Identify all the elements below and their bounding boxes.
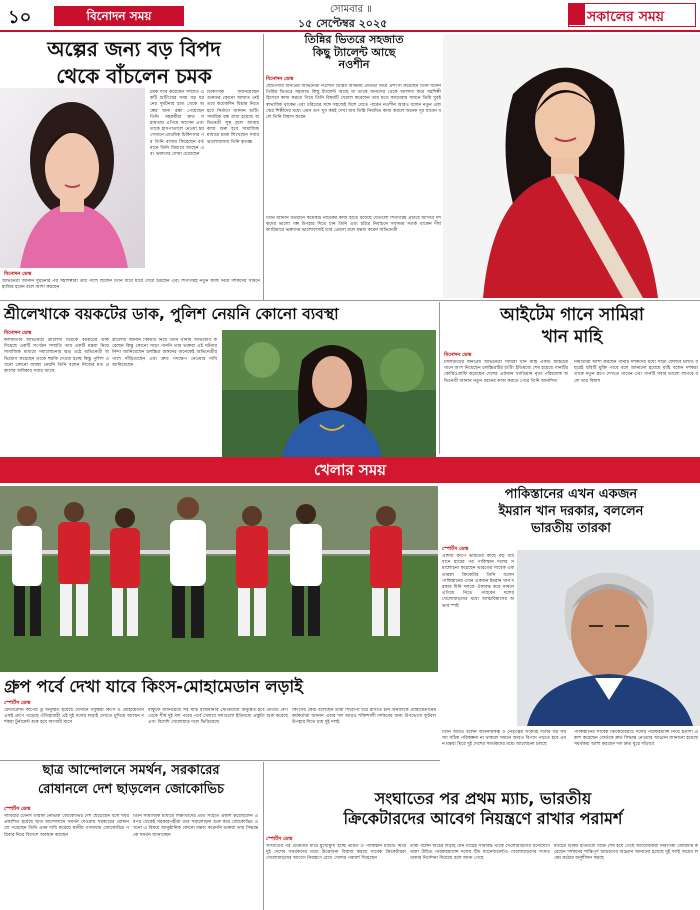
headline-line-2: থেকে বাঁচলেন চমক (56, 64, 212, 88)
pakistan-body-a: এশিয়া কাপে ভারতের কাছে বড় ব্যবধানে হারের পর পাকিস্তান দলের সমালোচনা করেছেন ভারতের সাবেক এক তারকা ক্রিকেটার তিনি বলেন পাকিস্তানের এখন একজন ইমরান খান দরকার যিনি দলকে ঐক্যবদ্ধ করে সামনে এগিয়ে নিতে পারবেন দলের খেলোয়াড়দের মধ্যে আত্মবিশ্বাসের অভাব স্পষ্ট (442, 554, 514, 609)
headline-line-1: অল্পের জন্য বড় বিপদ (47, 37, 221, 61)
kings-reporter: স্পোর্টস ডেস্ক (4, 700, 31, 706)
samira-body-b: নির্মাতারা আশা করছেন গানটি দর্শকদের মধ্যে সাড়া ফেলবে চলতি বছরেই ছবিটি মুক্তি পাবে বলে জানানো হয়েছে মাহি বলেন দর্শকরা তাকে নতুন রূপে দেখতে পাবেন এবং গানটি সবার ভালো লাগবে বলে তার বিশ্বাস (574, 360, 698, 384)
pakistan-body-c: পাকিস্তানের সাবেক ক্রিকেটাররাও দলের পারফরম্যান্স নিয়ে হতাশা প্রকাশ করেছেন বোর্ডকে দ্রুত সিদ্ধান্ত নেওয়ার আহ্বান জানানো হয়েছে সমর্থকরা আশা করছেন দল দ্রুত ঘুরে দাঁড়াবে (574, 730, 698, 748)
header-rule (0, 30, 700, 32)
date: ১৫ সেপ্টেম্বর ২০২৫ (298, 17, 388, 30)
chomok-photo (0, 88, 145, 268)
djokovic-body-b: তিনি সামাজিক মাধ্যমে শিক্ষার্থীদের প্রতি সংহতি প্রকাশ করেছিলেন এরপর থেকেই সরকারপন্থীরা তার সমালোচনা শুরু করে জোকোভিচ এখনো এ বিষয়ে আনুষ্ঠানিক কোনো মন্তব্য করেননি ভক্তরা তার সিদ্ধান্তকে সমর্থন জানাচ্ছেন (133, 814, 258, 838)
srilekha-headline: শ্রীলেখাকে বয়কটের ডাক, পুলিশ নেয়নি কোনো ব্যবস্থা (4, 305, 339, 323)
headline-line-1: আইটেম গানে সামিরা (500, 305, 644, 325)
headline-line-2: ইমরান খান দরকার, বললেন (498, 503, 644, 519)
chomok-body-c: অভিনেত্রী জানান দুর্ঘটনার পর সহশিল্পীরা তার পাশে ছিলেন তিনি ধীরে ধীরে সেরে উঠছেন এবং শিগগিরই নতুন কাজ নিয়ে দর্শকদের সামনে হাজির হবেন বলে আশা করছেন (2, 279, 260, 291)
page-number: ১০ (8, 7, 32, 28)
cricket-reporter: স্পোর্টস ডেস্ক (266, 836, 293, 842)
samira-headline (444, 306, 700, 347)
chomok-reporter: বিনোদন ডেস্ক (4, 271, 32, 277)
cricket-body-c: ম্যাচের টিকিট ইতিমধ্যে বিক্রি শেষ হয়ে গেছে আয়োজকরা নিরাপত্তা জোরদার করেছেন দর্শকদের শান্তিপূর্ণ আচরণের আহ্বান জানানো হয়েছে দুই দলই জয়ের লক্ষ্যে কঠোর অনুশীলন করছে (554, 844, 698, 862)
chomok-headline (10, 38, 258, 88)
chomok-body-a: চমক দাবি করেছেন সম্প্রতি একটি শুটিংয়ের সময় বড় ধরনের দুর্ঘটনার হাত থেকে অল্পের জন্য রক্ষা পেয়েছেন তিনি সহকর্মীরা দ্রুত সহায়তায় এগিয়ে আসেন এবং তাকে হাসপাতালে নেওয়া হয় সেখানে প্রাথমিক চিকিৎসার পর তিনি বাসায় ফিরেছেন বর্তমানে তিনি বিশ্রামে আছেন এবং ভক্তদের দোয়া চেয়েছেন (150, 90, 204, 158)
cricket-body-a: সংঘাতের পর প্রথমবার মাঠে মুখোমুখি হচ্ছে ভারত ও পাকিস্তান ম্যাচটি ঘিরে দুই দেশের সমর্থকদের মধ্যে উত্তেজনা বিরাজ করছে সাবেক ক্রিকেটাররা খেলোয়াড়দের আবেগ নিয়ন্ত্রণে রেখে খেলার পরামর্শ দিয়েছেন (266, 844, 406, 862)
headline-line-2: খান মাহি (541, 326, 603, 347)
srilekha-reporter: বিনোদন ডেস্ক (4, 330, 32, 336)
samira-body-a: ঢালিউডের জনপ্রিয় অভিনেত্রী সামিরা খান মাহি একটি আইটেম গানে অংশ নিয়েছেন চলচ্চিত্রটির শুটিং ইতিমধ্যে শেষ হয়েছে গানটির কোরিওগ্রাফি করেছেন দেশের একজন খ্যাতিমান নৃত্য পরিচালক অভিনেত্রী জানান নতুন ধরনের কাজ করতে পেরে তিনি আনন্দিত (444, 360, 568, 384)
kings-photo (0, 486, 438, 672)
headline-line-1: সংঘাতের পর প্রথম ম্যাচ, ভারতীয় (374, 789, 592, 808)
sports-banner (0, 457, 700, 483)
nawshin-body-a: ছোটপর্দার জনপ্রিয় অভিনেত্রী নওশীন তিন্নির অভিনয় প্রতিভা নিয়ে প্রশংসা করেছেন তিনি বলেন তিন্নির ভিতরে সহজাত কিছু ট্যালেন্ট আছে যা তাকে অন্যদের থেকে আলাদা করে সহশিল্পী হিসেবে কাজ করতে গিয়ে তিনি বিষয়টি খেয়াল করেছেন তার মতে ক্যামেরার সামনে তিন্নি খুবই স্বাভাবিক থাকেন এবং চরিত্রের সঙ্গে সহজেই মিশে যেতে পারেন নওশীন আরও বলেন নতুন প্রজন্মের শিল্পীদের মধ্যে এমন গুণ খুব কমই দেখা যায় তিন্নি নিয়মিত কাজ করলে অনেক দূর যাবেন বলে তিনি বিশ্বাস করেন (266, 84, 441, 121)
section-badge (54, 6, 184, 26)
nawshin-reporter: বিনোদন ডেস্ক (266, 76, 294, 82)
imran-photo (517, 550, 700, 726)
sports-banner-title: খেলার সময় (313, 461, 386, 479)
pakistan-headline (442, 488, 700, 537)
headline-line-2: ক্রিকেটারদের আবেগ নিয়ন্ত্রণে রাখার পরামর্শ (343, 809, 623, 829)
nawshin-body-b: তিনি জানান বর্তমানে কয়েকটি নাটকের কাজ হাতে রয়েছে যেগুলো শিগগিরই প্রচারে আসবে দর্শকদের ভালো গল্প উপহার দিতে চান তিনি এবং চরিত্র নির্বাচনে সবসময় সতর্ক থাকেন দীর্ঘ ক্যারিয়ারে ভক্তদের ভালোবাসাই তার প্রেরণা বলে মন্তব্য করেন অভিনেত্রী (266, 216, 441, 234)
headline-line-1: ছাত্র আন্দোলনে সমর্থন, সরকারের (42, 763, 220, 778)
headline-line-3: ভারতীয় তারকা (531, 520, 611, 536)
kings-headline: গ্রুপ পর্বে দেখা যাবে কিংস-মোহামেডান লড়াই (4, 677, 303, 696)
srilekha-photo (222, 330, 436, 457)
headline-line-3: নওশীন (338, 58, 370, 72)
srilekha-body-a: কলকাতার অভিনেত্রী শ্রীলেখা মিত্রকে বয়কটের ডাক দিয়েছে একটি সংগঠন সম্প্রতি তার একটি মন্তব্য নিয়ে সামাজিক মাধ্যমে সমালোচনার ঝড় ওঠে অভিনেত্রী অভিযোগ করেছেন তাকে হুমকি দেওয়া হচ্ছে কিন্তু পুলিশ এখনো কোনো ব্যবস্থা নেয়নি তিনি বলেন নিজের মত প্রকাশের অধিকার সবার আছে (4, 338, 109, 375)
kings-body-b: বাফুফে জানিয়েছে সব ম্যাচ রাজধানীর স্টেডিয়ামে অনুষ্ঠিত হবে প্রতিটি গ্রুপ থেকে শীর্ষ দুই দল পরের পর্বে খেলবে দলগুলো ইতিমধ্যে প্রস্তুতি শুরু করেছে এবং বিদেশি খেলোয়াড় দলে ভিড়িয়েছে (148, 708, 288, 726)
masthead-logo (568, 3, 696, 27)
kings-body-c: কিংসের কোচ বলেছেন তারা শিরোপা ধরে রাখতে চান অন্যদিকে মোহামেডানের কর্মকর্তারা জানান এবার দল আরও শক্তিশালী দর্শকদের জন্য উপভোগ্য ফুটবল উপহার দিতে চায় দুই দলই (292, 708, 436, 726)
pakistan-reporter: স্পোর্টস ডেস্ক (442, 546, 469, 552)
cricket-headline (266, 790, 700, 829)
page-header (0, 0, 700, 30)
djokovic-reporter: স্পোর্টস ডেস্ক (4, 806, 31, 812)
headline-line-2: কিছু ট্যালেন্ট আছে (312, 45, 396, 59)
kings-body-a: ফেডারেশন কাপের ড্র অনুষ্ঠিত হয়েছে যেখানে বসুন্ধরা কিংস ও মোহামেডান একই গ্রুপে পড়েছে ঐতিহ্যবাহী এই দুই দলের লড়াই দেখতে মুখিয়ে আছেন দর্শকরা টুর্নামেন্ট শুরু হবে আগামী মাসে (4, 708, 144, 726)
weekday: সোমবার ॥ (330, 4, 372, 15)
srilekha-body-b: শ্রীলেখা জানান বিষয়টি নিয়ে তিনি থানায় অভিযোগ করেছেন কিন্তু কোনো সাড়া পাননি তার ভক্তরা এই ঘটনার নিন্দা জানিয়েছেন চলচ্চিত্র অঙ্গনের অনেকেই অভিনেত্রীর পাশে দাঁড়িয়েছেন এবং দ্রুত পদক্ষেপ নেওয়ার দাবি জানিয়েছেন (112, 338, 217, 368)
logo-text: সকালের সময় (587, 9, 665, 25)
djokovic-body-a: সার্বিয়ার টেনিস তারকা নোভাক জোকোভিচ দেশ ছেড়েছেন বলে খবর প্রকাশিত হয়েছে ছাত্র আন্দোলনে সমর্থন দেওয়ায় সরকারের রোষানলে পড়েছেন তিনি এমন দাবি করেছে স্থানীয় গণমাধ্যম জোকোভিচ পরিবার নিয়ে বিদেশে অবস্থান করছেন (4, 814, 129, 838)
cricket-body-b: তারা বলেন মাঠের লড়াই যেন মাঠেই সীমাবদ্ধ থাকে খেলোয়াড়দের মনোযোগ থাকা উচিত পারফরম্যান্সে দলের টিম ম্যানেজমেন্টও খেলোয়াড়দের সংযত থাকার নির্দেশনা দিয়েছে বলে জানা গেছে (410, 844, 550, 862)
nawshin-photo (443, 34, 700, 298)
djokovic-headline (2, 764, 260, 798)
chomok-body-b: চিকিৎসক জানিয়েছেন গুরুতর কোনো আঘাত নেই তবে কয়েকদিন বিশ্রাম নিতে হবে নির্মাতা জানান শুটিং সাময়িক বন্ধ রাখা হয়েছে অভিনেত্রী সুস্থ হলে আবার কাজ শুরু হবে সামাজিক মাধ্যমে চমক লিখেছেন সবার ভালোবাসায় তিনি কৃতজ্ঞ (207, 90, 259, 145)
headline-line-1: তিন্নির ভিতরে সহজাত (304, 33, 404, 46)
section-title: বিনোদন সময় (86, 9, 152, 23)
pakistan-body-b: তিনি আরও বলেন অধিনায়কত্ব ও নেতৃত্বের সংকটই দলের বড় সমস্যা সঠিক পরিকল্পনা না থাকলে সামনে আরও বিপদে পড়তে হবে এমন মন্তব্য ঘিরে দুই দেশের সমর্থকদের মধ্যে আলোচনা চলছে (442, 730, 566, 748)
headline-line-2: রোষানলে দেশ ছাড়লেন জোকোভিচ (38, 781, 224, 797)
headline-line-1: পাকিস্তানের এখন একজন (504, 487, 638, 502)
samira-reporter: বিনোদন ডেস্ক (444, 352, 472, 358)
nawshin-headline (266, 34, 442, 72)
